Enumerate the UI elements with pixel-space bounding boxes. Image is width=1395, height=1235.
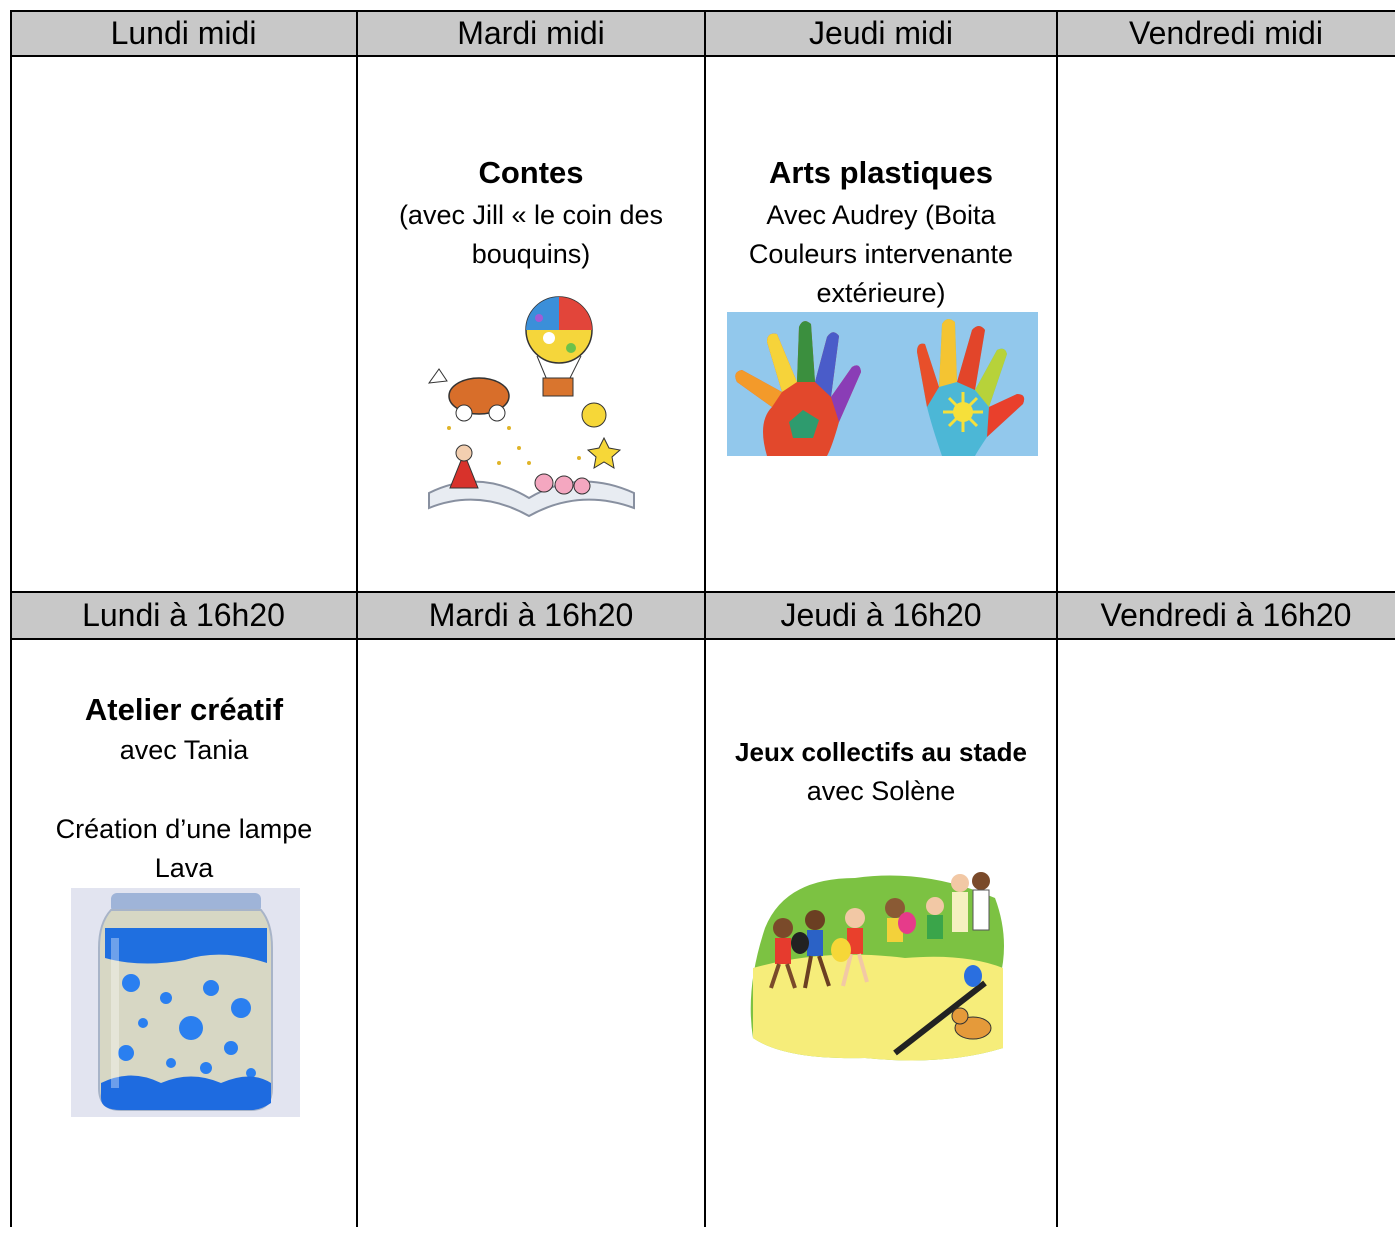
grid-line: [10, 10, 1395, 12]
cell-contes: [358, 153, 704, 274]
activity-title: Arts plastiques: [769, 155, 993, 190]
activity-text: Lava: [154, 853, 214, 883]
activity-text: (avec Jill « le coin des: [398, 200, 664, 230]
header-label: Jeudi midi: [808, 14, 954, 51]
cell-atelier-creatif: [12, 690, 356, 888]
grid-line: [1056, 10, 1058, 1227]
activity-title: Jeux collectifs au stade: [735, 737, 1027, 767]
activity-title: Atelier créatif: [84, 692, 284, 727]
grid-line: [10, 10, 12, 1227]
header-row-16h20: [10, 592, 1395, 638]
cell-jeux-collectifs: [706, 732, 1056, 811]
grid-line: [10, 638, 1395, 640]
activity-text: avec Tania: [119, 735, 249, 765]
header-mardi-16h20: [357, 592, 705, 638]
activity-text: avec Solène: [806, 776, 956, 806]
storybook-illustration-icon: [409, 288, 652, 520]
header-lundi-midi: [10, 10, 357, 56]
grid-line: [10, 591, 1395, 593]
header-label: Mardi à 16h20: [428, 596, 634, 633]
activity-text: bouquins): [471, 239, 591, 269]
kids-running-stadium-illustration-icon: [745, 848, 1013, 1070]
activity-text: Avec Audrey (Boita: [766, 200, 996, 230]
header-label: Lundi midi: [110, 14, 257, 51]
header-jeudi-16h20: [705, 592, 1057, 638]
header-vendredi-16h20: [1057, 592, 1395, 638]
activity-text: Création d’une lampe: [55, 814, 313, 844]
header-vendredi-midi: [1057, 10, 1395, 56]
activity-text: extérieure): [816, 278, 946, 308]
header-label: Vendredi midi: [1129, 14, 1323, 51]
header-label: Vendredi à 16h20: [1100, 596, 1352, 633]
lava-lamp-jar-photo-icon: [71, 888, 300, 1117]
header-lundi-16h20: [10, 592, 357, 638]
header-row-midi: [10, 10, 1395, 56]
header-label: Jeudi à 16h20: [780, 596, 982, 633]
grid-line: [10, 55, 1395, 57]
header-label: Mardi midi: [457, 14, 605, 51]
painted-hands-photo-icon: [727, 312, 1038, 456]
cell-arts-plastiques: [706, 153, 1056, 313]
schedule-table: [10, 10, 1395, 1235]
header-label: Lundi à 16h20: [82, 596, 285, 633]
header-jeudi-midi: [705, 10, 1057, 56]
activity-text: Couleurs intervenante: [748, 239, 1014, 269]
activity-title: Contes: [478, 155, 584, 190]
header-mardi-midi: [357, 10, 705, 56]
